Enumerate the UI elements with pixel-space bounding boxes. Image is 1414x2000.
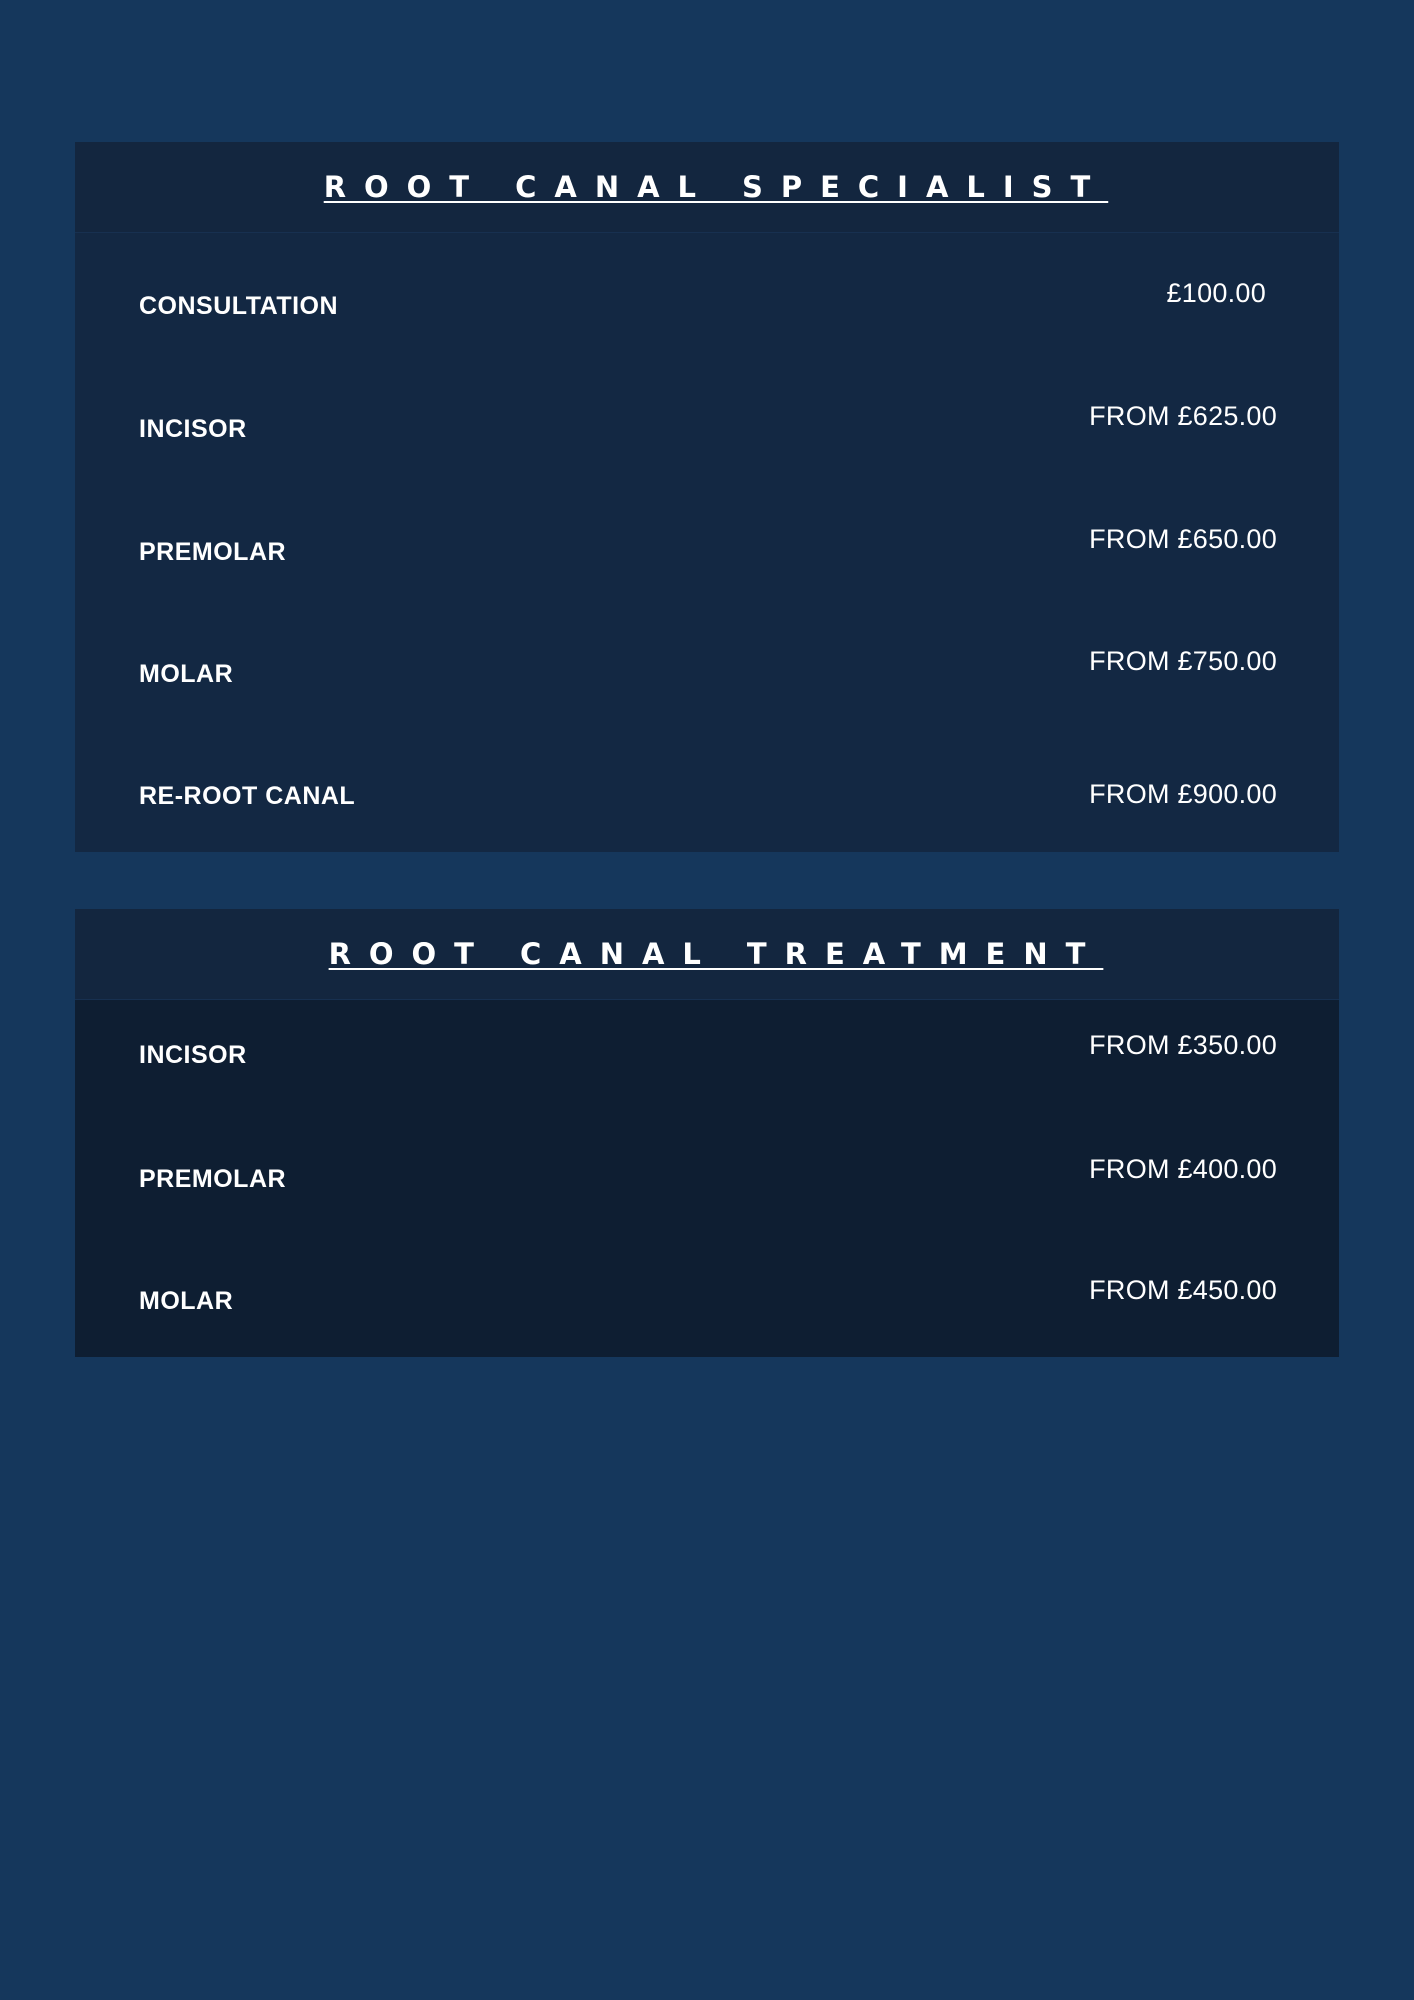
treatment-price: FROM £400.00	[1089, 1154, 1277, 1184]
treatment-name: PREMOLAR	[139, 1165, 287, 1193]
treatment-price: FROM £750.00	[1089, 646, 1277, 676]
price-row-re-root-canal	[75, 779, 1339, 839]
treatment-price: FROM £625.00	[1089, 401, 1277, 431]
treatment-name: MOLAR	[139, 1287, 234, 1315]
treatment-price: FROM £450.00	[1089, 1275, 1277, 1305]
treatment-price: FROM £350.00	[1089, 1030, 1277, 1060]
price-list	[75, 1000, 1339, 1357]
price-table-specialist	[75, 142, 1339, 852]
treatment-price: FROM £900.00	[1089, 779, 1277, 809]
price-list	[75, 233, 1339, 852]
price-row-premolar	[75, 524, 1339, 584]
price-row-incisor	[75, 1030, 1339, 1090]
treatment-name: CONSULTATION	[139, 292, 339, 320]
treatment-name: PREMOLAR	[139, 538, 287, 566]
treatment-price: £100.00	[1166, 278, 1266, 308]
treatment-name: INCISOR	[139, 1041, 247, 1069]
treatment-name: RE-ROOT CANAL	[139, 782, 356, 810]
treatment-name: MOLAR	[139, 660, 234, 688]
price-row-molar	[75, 1275, 1339, 1335]
price-row-molar	[75, 646, 1339, 706]
section-title: ROOT CANAL SPECIALIST	[323, 170, 1109, 204]
price-row-premolar	[75, 1154, 1339, 1214]
section-title: ROOT CANAL TREATMENT	[328, 937, 1104, 971]
treatment-price: FROM £650.00	[1089, 524, 1277, 554]
section-header	[75, 142, 1339, 233]
price-table-treatment	[75, 909, 1339, 1357]
price-row-incisor	[75, 401, 1339, 461]
price-row-consultation	[75, 278, 1339, 338]
section-header	[75, 909, 1339, 1000]
treatment-name: INCISOR	[139, 415, 247, 443]
